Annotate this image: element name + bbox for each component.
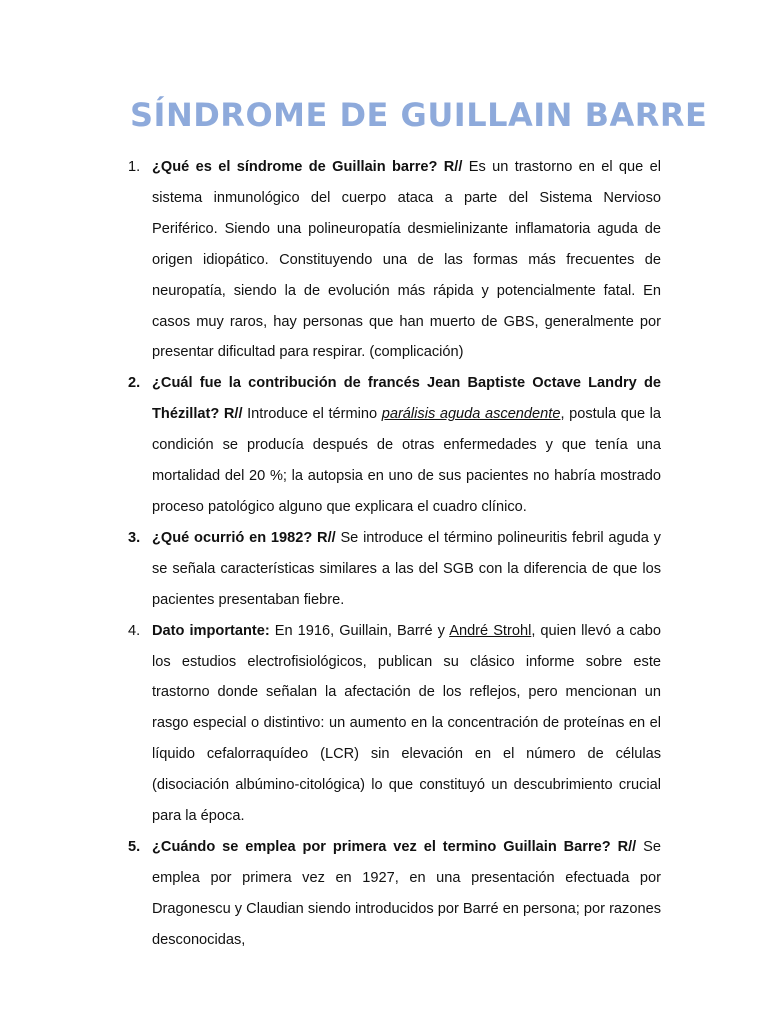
question-text: ¿Qué ocurrió en 1982? R// — [152, 529, 336, 546]
answer-text-continued: , postula que la condición se producía después de otras enfermedades y que tenía una mortalidad del 20 %; la autopsia en uno de sus pacientes no habría mostrado proceso patológico alguno que explicara el cuadro clínico. — [152, 406, 662, 515]
question-text: Dato importante: — [152, 622, 270, 639]
andre-strohl-link[interactable]: André Strohl — [449, 622, 532, 639]
item-number: 3. — [128, 529, 141, 546]
answer-text: Se emplea por primera vez en 1927, en una presentación efectuada por Dragonescu y Claudian siendo introducidos por Barré en persona; por razones desconocidas, — [152, 838, 662, 948]
highlighted-term: parálisis aguda ascendente — [381, 406, 561, 423]
answer-text: Es un trastorno en el que el sistema inmunológico del cuerpo ataca a parte del Sistema Nervioso Periférico. Siendo una polineuropatía desmielinizante inflamatoria aguda de origen idiopático. Constituyendo una de las formas más frecuentes de neuropatía, siendo la de evolución más rápida y potencialmente fatal. En casos muy raros, hay personas que han muerto de GBS, generalmente por presentar dificultad para respirar. (complicación) — [152, 159, 661, 361]
question-list — [128, 152, 662, 956]
question-text: ¿Cuál fue la contribución de francés Jean Baptiste Octave Landry de Thézillat? R// — [152, 375, 661, 423]
question-text: ¿Cuándo se emplea por primera vez el termino Guillain Barre? R// — [152, 838, 637, 855]
list-item — [128, 616, 662, 832]
answer-text: Introduce el término — [242, 406, 382, 423]
document-title: SÍNDROME DE GUILLAIN BARRE — [130, 96, 708, 134]
answer-text: Se introduce el término polineuritis febril aguda y se señala características similares a las del SGB con la diferencia de que los pacientes presentaban fiebre. — [152, 529, 661, 608]
item-number: 2. — [128, 375, 141, 392]
list-item — [128, 832, 662, 956]
answer-text: En 1916, Guillain, Barré y — [269, 622, 450, 639]
list-item — [128, 368, 662, 523]
question-text: ¿Qué es el síndrome de Guillain barre? R// — [152, 159, 463, 175]
list-item — [128, 152, 661, 368]
item-number: 4. — [128, 622, 141, 639]
item-number: 1. — [128, 159, 141, 175]
list-item — [128, 523, 661, 616]
item-number: 5. — [128, 838, 141, 855]
answer-text-continued: , quien llevó a cabo los estudios electrofisiológicos, publican su clásico informe sobre este trastorno donde señalan la afectación de los reflejos, pero mencionan un rasgo especial o distintivo: un aumento en la concentración de proteínas en el líquido cefalorraquídeo (LCR) sin elevación en el número de células (disociación albúmino-citológica) lo que constituyó un descubrimiento crucial para la época. — [152, 622, 662, 825]
